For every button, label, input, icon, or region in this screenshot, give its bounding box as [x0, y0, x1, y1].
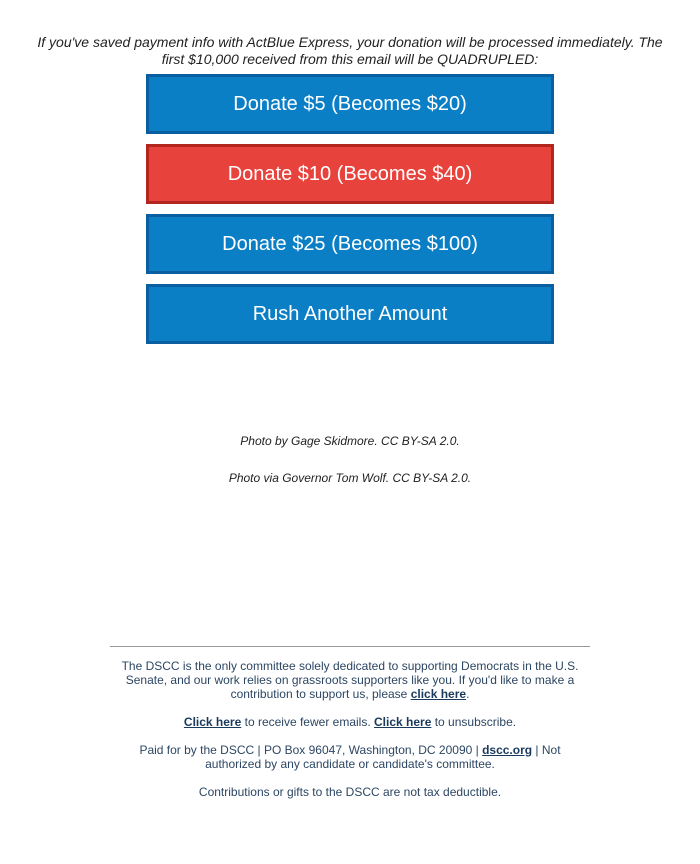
- donate-5-button[interactable]: Donate $5 (Becomes $20): [146, 74, 554, 134]
- photo-credit: Photo via Governor Tom Wolf. CC BY-SA 2.0.: [228, 471, 472, 485]
- intro-text: If you've saved payment info with ActBlue Express, your donation will be processed immediately. The first $10,000 received from this email will be QUADRUPLED:: [37, 34, 663, 67]
- donate-10-button[interactable]: Donate $10 (Becomes $40): [146, 144, 554, 204]
- footer-email-prefs: [114, 715, 586, 729]
- dscc-site-link[interactable]: dscc.org: [482, 743, 533, 757]
- footer: [114, 659, 586, 813]
- footer-about: [114, 659, 586, 701]
- footer-tax-note: Contributions or gifts to the DSCC are not tax deductible.: [198, 785, 502, 799]
- footer-about-end: .: [466, 687, 470, 701]
- donate-button-list: [146, 74, 554, 354]
- unsubscribe-link[interactable]: Click here: [374, 715, 432, 729]
- fewer-emails-link[interactable]: Click here: [183, 715, 242, 729]
- footer-paid-for: [114, 743, 586, 771]
- paid-for-text: Paid for by the DSCC | PO Box 96047, Washington, DC 20090 |: [139, 743, 483, 757]
- footer-divider: [110, 646, 590, 647]
- footer-about-text: The DSCC is the only committee solely dedicated to supporting Democrats in the U.S. Senate, and our work relies on grassroots supporters like you. If you'd like to make a contribution to support us, please: [121, 659, 579, 701]
- paid-for-end: | Not authorized by any candidate or candidate's committee.: [205, 743, 561, 771]
- photo-credit: Photo by Gage Skidmore. CC BY-SA 2.0.: [240, 434, 460, 448]
- contribute-link[interactable]: click here: [410, 687, 467, 701]
- donate-25-button[interactable]: Donate $25 (Becomes $100): [146, 214, 554, 274]
- fewer-emails-text: to receive fewer emails.: [241, 715, 374, 729]
- unsubscribe-text: to unsubscribe.: [431, 715, 517, 729]
- donate-other-amount-button[interactable]: Rush Another Amount: [146, 284, 554, 344]
